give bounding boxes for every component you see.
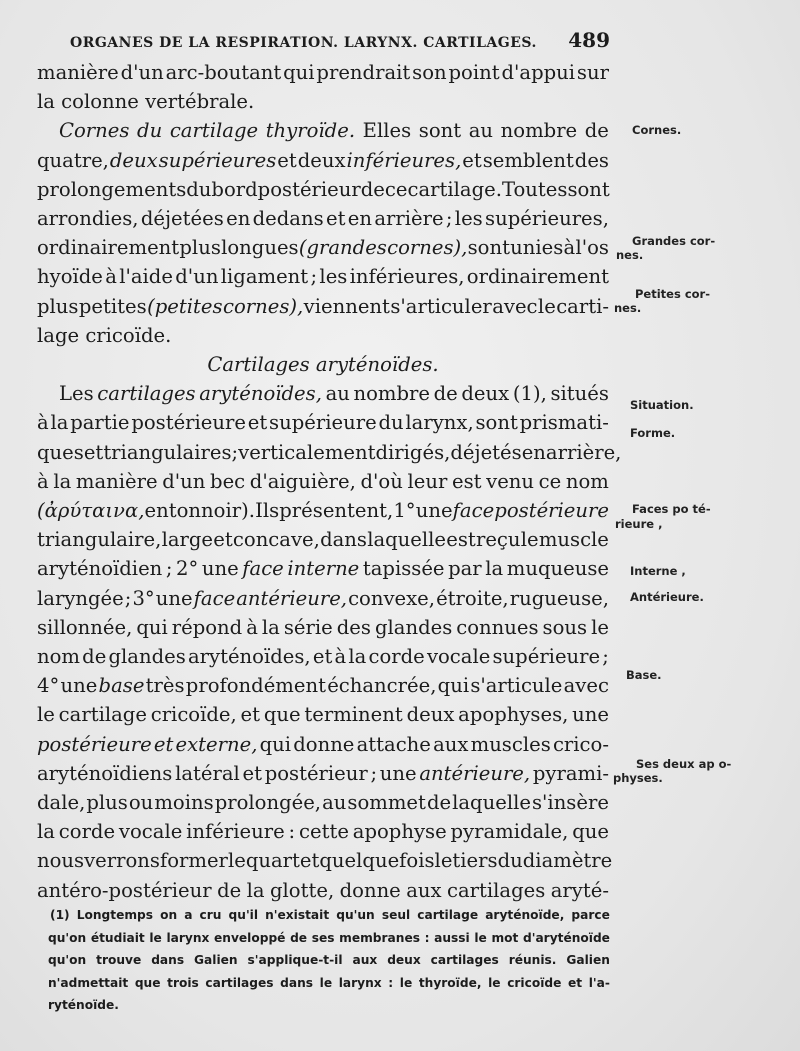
text-line: ques et triangulaires ; verticalement dirigés, déjetés en arrière, — [37, 440, 622, 464]
margin-note-forme: Forme. — [630, 426, 676, 440]
text-line: hyoïde à l'aide d'un ligament ; les inférieures, ordinairement — [37, 265, 609, 289]
margin-note-grandes-cornes: Grandes cor- — [632, 234, 716, 248]
text-line: Cornes du cartilage thyroïde. Elles sont au nombre de — [59, 119, 609, 143]
margin-note-grandes-cornes-cont: nes. — [616, 248, 644, 262]
text-line: prolongements du bord postérieur de ce cartilage. Toutes sont — [37, 177, 610, 201]
margin-note-situation: Situation. — [630, 398, 694, 412]
text-line: antéro-postérieur de la glotte, donne aux cartilages aryté- — [37, 878, 609, 902]
text-line: quatre, deux supérieures et deux inférieures, et semblent des — [37, 148, 609, 172]
text-line: le cartilage cricoïde, et que terminent deux apophyses, une — [37, 703, 609, 727]
footnote-line: qu'on trouve dans Galien s'applique-t-il aux deux cartilages réunis. Galien — [48, 953, 610, 968]
text-line: lage cricoïde. — [37, 323, 172, 347]
footnote-line: qu'on étudiait le larynx enveloppé de ses membranes : aussi le mot d'aryténoïde — [48, 930, 610, 945]
margin-note-base: Base. — [626, 668, 662, 682]
margin-note-petites-cornes: Petites cor- — [635, 287, 710, 301]
text-line: arrondies, déjetées en dedans et en arrière ; les supérieures, — [37, 207, 609, 231]
text-line: sillonnée, qui répond à la série des glandes connues sous le — [37, 615, 609, 639]
margin-note-apophyses-cont: physes. — [613, 771, 663, 785]
text-line: Les cartilages aryténoïdes, au nombre de deux (1), situés — [59, 382, 609, 406]
text-line: manière d'un arc-boutant qui prendrait son point d'appui sur — [37, 61, 609, 84]
margin-note-faces: Faces po té- — [632, 502, 711, 516]
running-header — [70, 28, 610, 52]
footnote-line: n'admettait que trois cartilages dans le larynx : le thyroïde, le cricoïde et l'a- — [48, 975, 610, 990]
text-line: triangulaire, large et concave, dans laquelle est reçu le muscle — [37, 528, 609, 552]
text-line: ordinairement plus longues (grandes cornes), sont unies à l'os — [37, 236, 609, 260]
text-line: postérieure et externe, qui donne attache aux muscles crico- — [37, 732, 609, 756]
text-line: aryténoïdiens latéral et postérieur ; une antérieure, pyrami- — [37, 761, 609, 785]
running-title: ORGANES DE LA RESPIRATION. LARYNX. CARTILAGES. — [70, 35, 537, 51]
margin-note-faces-cont: rieure , — [615, 517, 663, 531]
text-line: 4° une base très profondément échancrée, qui s'articule avec — [37, 674, 609, 698]
text-line: à la partie postérieure et supérieure du larynx, sont prismati- — [37, 411, 609, 435]
text-line: aryténoïdien ; 2° une face interne tapissée par la muqueuse — [37, 557, 609, 581]
margin-note-cornes: Cornes. — [632, 123, 682, 137]
text-line: dale, plus ou moins prolongée, au sommet de laquelle s'insère — [37, 791, 609, 815]
main-text — [37, 58, 622, 905]
section-heading: Cartilages aryténoïdes. — [207, 353, 439, 377]
margin-note-anterieure: Antérieure. — [630, 590, 704, 604]
text-line: nous verrons former le quart et quelquefois le tiers du diamètre — [37, 849, 613, 873]
footnote — [48, 904, 610, 1017]
text-line: à la manière d'un bec d'aiguière, d'où leur est venu ce nom — [37, 469, 609, 493]
text-line: plus petites (petites cornes), viennent s'articuler avec le carti- — [37, 294, 609, 318]
text-line: nom de glandes aryténoïdes, et à la corde vocale supérieure ; — [37, 645, 609, 669]
text-line: la colonne vertébrale. — [37, 90, 255, 114]
footnote-line: ryténoïde. — [48, 998, 119, 1013]
page-number: 489 — [568, 28, 610, 52]
footnote-line: (1) Longtemps on a cru qu'il n'existait qu'un seul cartilage aryténoïde, parce — [50, 908, 610, 922]
text-line: la corde vocale inférieure : cette apophyse pyramidale, que — [37, 820, 609, 844]
margin-note-apophyses: Ses deux ap o- — [636, 757, 732, 771]
margin-note-interne: Interne , — [630, 564, 686, 578]
text-line: (ἀρύταινα, entonnoir). Ils présentent, 1° une face postérieure — [37, 499, 609, 523]
margin-note-petites-cornes-cont: nes. — [614, 301, 642, 315]
text-line: laryngée ; 3° une face antérieure, convexe, étroite, rugueuse, — [37, 586, 609, 610]
